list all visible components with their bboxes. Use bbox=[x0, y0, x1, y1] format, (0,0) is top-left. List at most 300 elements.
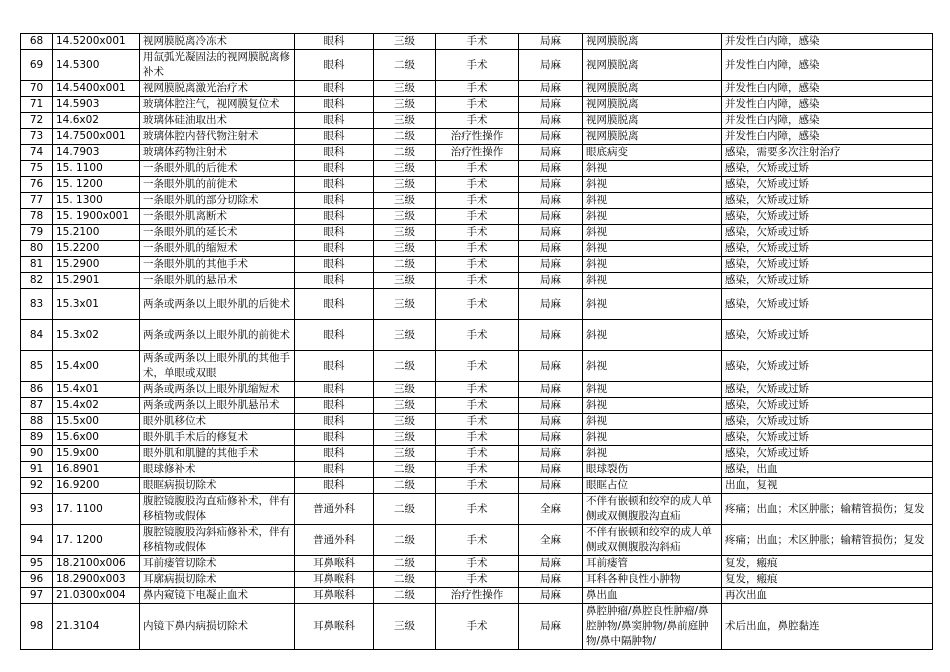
type-cell: 手术 bbox=[436, 414, 519, 430]
indication-cell: 斜视 bbox=[583, 241, 722, 257]
anesthesia-cell: 局麻 bbox=[519, 588, 583, 604]
table-row bbox=[21, 113, 933, 129]
type-cell: 手术 bbox=[436, 209, 519, 225]
procedure-code-cell: 15.4x00 bbox=[53, 351, 140, 382]
complication-cell: 疼痛；出血；术区肿胀；输精管损伤；复发 bbox=[722, 494, 933, 525]
complication-cell: 并发性白内障，感染 bbox=[722, 97, 933, 113]
complication-cell: 疼痛；出血；术区肿胀；输精管损伤；复发 bbox=[722, 525, 933, 556]
procedure-code-cell: 15.2100 bbox=[53, 225, 140, 241]
complication-cell: 并发性白内障，感染 bbox=[722, 81, 933, 97]
anesthesia-cell: 局麻 bbox=[519, 129, 583, 145]
procedure-code-cell: 15.2901 bbox=[53, 273, 140, 289]
indication-cell: 耳前瘘管 bbox=[583, 556, 722, 572]
procedure-name-cell: 眼外肌和肌腱的其他手术 bbox=[140, 446, 295, 462]
row-number-cell: 79 bbox=[21, 225, 53, 241]
level-cell: 三级 bbox=[374, 289, 436, 320]
procedure-name-cell: 腹腔镜腹股沟直疝修补术，伴有移植物或假体 bbox=[140, 494, 295, 525]
complication-cell: 感染，欠矫或过矫 bbox=[722, 177, 933, 193]
procedure-name-cell: 玻璃体药物注射术 bbox=[140, 145, 295, 161]
type-cell: 手术 bbox=[436, 320, 519, 351]
table-row bbox=[21, 161, 933, 177]
row-number-cell: 73 bbox=[21, 129, 53, 145]
type-cell: 手术 bbox=[436, 225, 519, 241]
procedure-name-cell: 耳廓病损切除术 bbox=[140, 572, 295, 588]
department-cell: 耳鼻喉科 bbox=[295, 556, 374, 572]
department-cell: 眼科 bbox=[295, 97, 374, 113]
complication-cell: 感染，欠矫或过矫 bbox=[722, 225, 933, 241]
procedure-code-cell: 15.4x01 bbox=[53, 382, 140, 398]
table-row bbox=[21, 50, 933, 81]
procedure-code-cell: 15.9x00 bbox=[53, 446, 140, 462]
anesthesia-cell: 局麻 bbox=[519, 351, 583, 382]
level-cell: 三级 bbox=[374, 81, 436, 97]
procedure-name-cell: 腹腔镜腹股沟斜疝修补术，伴有移植物或假体 bbox=[140, 525, 295, 556]
row-number-cell: 95 bbox=[21, 556, 53, 572]
department-cell: 耳鼻喉科 bbox=[295, 588, 374, 604]
procedure-table bbox=[20, 33, 933, 650]
row-number-cell: 89 bbox=[21, 430, 53, 446]
row-number-cell: 87 bbox=[21, 398, 53, 414]
type-cell: 手术 bbox=[436, 161, 519, 177]
anesthesia-cell: 局麻 bbox=[519, 289, 583, 320]
level-cell: 二级 bbox=[374, 257, 436, 273]
type-cell: 手术 bbox=[436, 193, 519, 209]
department-cell: 耳鼻喉科 bbox=[295, 604, 374, 650]
complication-cell: 感染，欠矫或过矫 bbox=[722, 351, 933, 382]
anesthesia-cell: 全麻 bbox=[519, 525, 583, 556]
table-row bbox=[21, 209, 933, 225]
level-cell: 二级 bbox=[374, 351, 436, 382]
anesthesia-cell: 局麻 bbox=[519, 572, 583, 588]
level-cell: 三级 bbox=[374, 113, 436, 129]
level-cell: 三级 bbox=[374, 446, 436, 462]
procedure-code-cell: 15.2900 bbox=[53, 257, 140, 273]
department-cell: 眼科 bbox=[295, 430, 374, 446]
type-cell: 手术 bbox=[436, 257, 519, 273]
level-cell: 三级 bbox=[374, 193, 436, 209]
complication-cell: 感染，欠矫或过矫 bbox=[722, 209, 933, 225]
table-row bbox=[21, 398, 933, 414]
type-cell: 手术 bbox=[436, 398, 519, 414]
department-cell: 眼科 bbox=[295, 193, 374, 209]
complication-cell: 感染，欠矫或过矫 bbox=[722, 193, 933, 209]
indication-cell: 斜视 bbox=[583, 289, 722, 320]
procedure-name-cell: 两条或两条以上眼外肌悬吊术 bbox=[140, 398, 295, 414]
level-cell: 二级 bbox=[374, 50, 436, 81]
complication-cell: 感染，欠矫或过矫 bbox=[722, 320, 933, 351]
indication-cell: 不伴有嵌顿和绞窄的成人单侧或双侧腹股沟直疝 bbox=[583, 494, 722, 525]
anesthesia-cell: 局麻 bbox=[519, 430, 583, 446]
complication-cell: 再次出血 bbox=[722, 588, 933, 604]
anesthesia-cell: 局麻 bbox=[519, 161, 583, 177]
row-number-cell: 86 bbox=[21, 382, 53, 398]
complication-cell: 感染，欠矫或过矫 bbox=[722, 382, 933, 398]
indication-cell: 斜视 bbox=[583, 161, 722, 177]
type-cell: 手术 bbox=[436, 478, 519, 494]
procedure-code-cell: 14.5300 bbox=[53, 50, 140, 81]
anesthesia-cell: 局麻 bbox=[519, 556, 583, 572]
anesthesia-cell: 局麻 bbox=[519, 257, 583, 273]
procedure-code-cell: 15. 1300 bbox=[53, 193, 140, 209]
complication-cell: 感染，欠矫或过矫 bbox=[722, 257, 933, 273]
level-cell: 二级 bbox=[374, 462, 436, 478]
table-row bbox=[21, 289, 933, 320]
procedure-name-cell: 眼外肌手术后的修复术 bbox=[140, 430, 295, 446]
level-cell: 三级 bbox=[374, 398, 436, 414]
procedure-name-cell: 两条或两条以上眼外肌的前徙术 bbox=[140, 320, 295, 351]
anesthesia-cell: 局麻 bbox=[519, 113, 583, 129]
procedure-code-cell: 15.6x00 bbox=[53, 430, 140, 446]
indication-cell: 视网膜脱离 bbox=[583, 113, 722, 129]
procedure-code-cell: 21.0300x004 bbox=[53, 588, 140, 604]
level-cell: 三级 bbox=[374, 320, 436, 351]
level-cell: 二级 bbox=[374, 588, 436, 604]
anesthesia-cell: 局麻 bbox=[519, 414, 583, 430]
type-cell: 治疗性操作 bbox=[436, 588, 519, 604]
type-cell: 手术 bbox=[436, 525, 519, 556]
indication-cell: 斜视 bbox=[583, 177, 722, 193]
level-cell: 三级 bbox=[374, 34, 436, 50]
indication-cell: 斜视 bbox=[583, 351, 722, 382]
indication-cell: 鼻腔肿瘤/鼻腔良性肿瘤/鼻腔肿物/鼻窦肿物/鼻前庭肿物/鼻中隔肿物/ bbox=[583, 604, 722, 650]
table-row bbox=[21, 273, 933, 289]
procedure-name-cell: 眼眶病损切除术 bbox=[140, 478, 295, 494]
level-cell: 三级 bbox=[374, 382, 436, 398]
procedure-code-cell: 14.5200x001 bbox=[53, 34, 140, 50]
type-cell: 手术 bbox=[436, 97, 519, 113]
anesthesia-cell: 局麻 bbox=[519, 241, 583, 257]
indication-cell: 视网膜脱离 bbox=[583, 81, 722, 97]
complication-cell: 感染，欠矫或过矫 bbox=[722, 398, 933, 414]
table-row bbox=[21, 494, 933, 525]
procedure-name-cell: 一条眼外肌的延长术 bbox=[140, 225, 295, 241]
department-cell: 眼科 bbox=[295, 382, 374, 398]
row-number-cell: 69 bbox=[21, 50, 53, 81]
procedure-code-cell: 14.7500x001 bbox=[53, 129, 140, 145]
table-row bbox=[21, 525, 933, 556]
procedure-code-cell: 14.5903 bbox=[53, 97, 140, 113]
indication-cell: 斜视 bbox=[583, 414, 722, 430]
procedure-name-cell: 耳前瘘管切除术 bbox=[140, 556, 295, 572]
department-cell: 眼科 bbox=[295, 289, 374, 320]
complication-cell: 复发，瘢痕 bbox=[722, 572, 933, 588]
row-number-cell: 98 bbox=[21, 604, 53, 650]
department-cell: 普通外科 bbox=[295, 494, 374, 525]
row-number-cell: 80 bbox=[21, 241, 53, 257]
type-cell: 治疗性操作 bbox=[436, 145, 519, 161]
anesthesia-cell: 局麻 bbox=[519, 604, 583, 650]
table-row bbox=[21, 320, 933, 351]
department-cell: 眼科 bbox=[295, 129, 374, 145]
type-cell: 手术 bbox=[436, 604, 519, 650]
row-number-cell: 81 bbox=[21, 257, 53, 273]
indication-cell: 视网膜脱离 bbox=[583, 34, 722, 50]
procedure-name-cell: 两条或两条以上眼外肌缩短术 bbox=[140, 382, 295, 398]
level-cell: 三级 bbox=[374, 430, 436, 446]
complication-cell: 感染，需要多次注射治疗 bbox=[722, 145, 933, 161]
procedure-code-cell: 14.5400x001 bbox=[53, 81, 140, 97]
row-number-cell: 82 bbox=[21, 273, 53, 289]
type-cell: 手术 bbox=[436, 113, 519, 129]
anesthesia-cell: 局麻 bbox=[519, 462, 583, 478]
type-cell: 手术 bbox=[436, 556, 519, 572]
table-row bbox=[21, 414, 933, 430]
indication-cell: 斜视 bbox=[583, 225, 722, 241]
table-row bbox=[21, 556, 933, 572]
anesthesia-cell: 局麻 bbox=[519, 81, 583, 97]
row-number-cell: 77 bbox=[21, 193, 53, 209]
anesthesia-cell: 局麻 bbox=[519, 193, 583, 209]
procedure-name-cell: 视网膜脱离冷冻术 bbox=[140, 34, 295, 50]
department-cell: 眼科 bbox=[295, 145, 374, 161]
procedure-code-cell: 15.2200 bbox=[53, 241, 140, 257]
type-cell: 手术 bbox=[436, 273, 519, 289]
type-cell: 手术 bbox=[436, 50, 519, 81]
type-cell: 手术 bbox=[436, 572, 519, 588]
anesthesia-cell: 局麻 bbox=[519, 97, 583, 113]
procedure-name-cell: 眼外肌移位术 bbox=[140, 414, 295, 430]
department-cell: 眼科 bbox=[295, 81, 374, 97]
department-cell: 眼科 bbox=[295, 398, 374, 414]
row-number-cell: 74 bbox=[21, 145, 53, 161]
complication-cell: 并发性白内障，感染 bbox=[722, 34, 933, 50]
procedure-name-cell: 一条眼外肌的后徙术 bbox=[140, 161, 295, 177]
indication-cell: 斜视 bbox=[583, 382, 722, 398]
level-cell: 三级 bbox=[374, 225, 436, 241]
procedure-name-cell: 一条眼外肌的部分切除术 bbox=[140, 193, 295, 209]
type-cell: 手术 bbox=[436, 446, 519, 462]
level-cell: 三级 bbox=[374, 209, 436, 225]
level-cell: 三级 bbox=[374, 177, 436, 193]
procedure-code-cell: 14.6x02 bbox=[53, 113, 140, 129]
procedure-name-cell: 玻璃体腔内替代物注射术 bbox=[140, 129, 295, 145]
type-cell: 治疗性操作 bbox=[436, 129, 519, 145]
level-cell: 三级 bbox=[374, 414, 436, 430]
row-number-cell: 97 bbox=[21, 588, 53, 604]
table-row bbox=[21, 81, 933, 97]
indication-cell: 斜视 bbox=[583, 320, 722, 351]
anesthesia-cell: 局麻 bbox=[519, 209, 583, 225]
indication-cell: 眼球裂伤 bbox=[583, 462, 722, 478]
level-cell: 三级 bbox=[374, 241, 436, 257]
indication-cell: 不伴有嵌顿和绞窄的成人单侧或双侧腹股沟斜疝 bbox=[583, 525, 722, 556]
complication-cell: 感染，欠矫或过矫 bbox=[722, 161, 933, 177]
department-cell: 普通外科 bbox=[295, 525, 374, 556]
anesthesia-cell: 局麻 bbox=[519, 478, 583, 494]
procedure-name-cell: 用氙弧光凝固法的视网膜脱离修补术 bbox=[140, 50, 295, 81]
anesthesia-cell: 局麻 bbox=[519, 177, 583, 193]
complication-cell: 并发性白内障，感染 bbox=[722, 129, 933, 145]
level-cell: 二级 bbox=[374, 572, 436, 588]
indication-cell: 斜视 bbox=[583, 209, 722, 225]
procedure-code-cell: 16.8901 bbox=[53, 462, 140, 478]
complication-cell: 感染，欠矫或过矫 bbox=[722, 446, 933, 462]
department-cell: 眼科 bbox=[295, 161, 374, 177]
type-cell: 手术 bbox=[436, 351, 519, 382]
row-number-cell: 94 bbox=[21, 525, 53, 556]
department-cell: 眼科 bbox=[295, 34, 374, 50]
procedure-name-cell: 内镜下鼻内病损切除术 bbox=[140, 604, 295, 650]
procedure-code-cell: 17. 1100 bbox=[53, 494, 140, 525]
anesthesia-cell: 局麻 bbox=[519, 320, 583, 351]
type-cell: 手术 bbox=[436, 430, 519, 446]
procedure-code-cell: 14.7903 bbox=[53, 145, 140, 161]
procedure-code-cell: 15. 1900x001 bbox=[53, 209, 140, 225]
department-cell: 眼科 bbox=[295, 351, 374, 382]
procedure-code-cell: 21.3104 bbox=[53, 604, 140, 650]
row-number-cell: 71 bbox=[21, 97, 53, 113]
department-cell: 眼科 bbox=[295, 446, 374, 462]
table-row bbox=[21, 177, 933, 193]
type-cell: 手术 bbox=[436, 241, 519, 257]
row-number-cell: 88 bbox=[21, 414, 53, 430]
table-row bbox=[21, 193, 933, 209]
procedure-name-cell: 一条眼外肌的其他手术 bbox=[140, 257, 295, 273]
procedure-code-cell: 15.5x00 bbox=[53, 414, 140, 430]
department-cell: 眼科 bbox=[295, 225, 374, 241]
indication-cell: 视网膜脱离 bbox=[583, 129, 722, 145]
table-row bbox=[21, 225, 933, 241]
department-cell: 眼科 bbox=[295, 113, 374, 129]
table-row bbox=[21, 34, 933, 50]
table-row bbox=[21, 462, 933, 478]
complication-cell: 并发性白内障，感染 bbox=[722, 113, 933, 129]
level-cell: 三级 bbox=[374, 161, 436, 177]
row-number-cell: 75 bbox=[21, 161, 53, 177]
table-row bbox=[21, 257, 933, 273]
indication-cell: 视网膜脱离 bbox=[583, 50, 722, 81]
row-number-cell: 93 bbox=[21, 494, 53, 525]
table-row bbox=[21, 430, 933, 446]
procedure-code-cell: 15.4x02 bbox=[53, 398, 140, 414]
level-cell: 三级 bbox=[374, 273, 436, 289]
type-cell: 手术 bbox=[436, 177, 519, 193]
table-row bbox=[21, 97, 933, 113]
department-cell: 眼科 bbox=[295, 177, 374, 193]
indication-cell: 眼眶占位 bbox=[583, 478, 722, 494]
level-cell: 二级 bbox=[374, 525, 436, 556]
anesthesia-cell: 局麻 bbox=[519, 382, 583, 398]
procedure-name-cell: 一条眼外肌的悬吊术 bbox=[140, 273, 295, 289]
table-row bbox=[21, 241, 933, 257]
type-cell: 手术 bbox=[436, 494, 519, 525]
indication-cell: 斜视 bbox=[583, 398, 722, 414]
complication-cell: 感染，欠矫或过矫 bbox=[722, 430, 933, 446]
department-cell: 眼科 bbox=[295, 241, 374, 257]
type-cell: 手术 bbox=[436, 462, 519, 478]
procedure-name-cell: 视网膜脱离激光治疗术 bbox=[140, 81, 295, 97]
anesthesia-cell: 局麻 bbox=[519, 225, 583, 241]
procedure-code-cell: 15.3x01 bbox=[53, 289, 140, 320]
department-cell: 眼科 bbox=[295, 320, 374, 351]
complication-cell: 感染，欠矫或过矫 bbox=[722, 289, 933, 320]
row-number-cell: 92 bbox=[21, 478, 53, 494]
indication-cell: 斜视 bbox=[583, 273, 722, 289]
procedure-code-cell: 15. 1100 bbox=[53, 161, 140, 177]
procedure-name-cell: 一条眼外肌的前徙术 bbox=[140, 177, 295, 193]
level-cell: 二级 bbox=[374, 494, 436, 525]
indication-cell: 斜视 bbox=[583, 257, 722, 273]
procedure-name-cell: 一条眼外肌的缩短术 bbox=[140, 241, 295, 257]
procedure-name-cell: 一条眼外肌离断术 bbox=[140, 209, 295, 225]
complication-cell: 感染，欠矫或过矫 bbox=[722, 241, 933, 257]
row-number-cell: 76 bbox=[21, 177, 53, 193]
complication-cell: 感染，出血 bbox=[722, 462, 933, 478]
department-cell: 眼科 bbox=[295, 50, 374, 81]
level-cell: 二级 bbox=[374, 129, 436, 145]
procedure-name-cell: 两条或两条以上眼外肌的其他手术，单眼或双眼 bbox=[140, 351, 295, 382]
department-cell: 眼科 bbox=[295, 273, 374, 289]
department-cell: 眼科 bbox=[295, 414, 374, 430]
indication-cell: 鼻出血 bbox=[583, 588, 722, 604]
level-cell: 二级 bbox=[374, 556, 436, 572]
level-cell: 二级 bbox=[374, 478, 436, 494]
row-number-cell: 83 bbox=[21, 289, 53, 320]
row-number-cell: 72 bbox=[21, 113, 53, 129]
complication-cell: 术后出血，鼻腔黏连 bbox=[722, 604, 933, 650]
complication-cell: 复发，瘢痕 bbox=[722, 556, 933, 572]
indication-cell: 斜视 bbox=[583, 193, 722, 209]
row-number-cell: 90 bbox=[21, 446, 53, 462]
type-cell: 手术 bbox=[436, 81, 519, 97]
procedure-code-cell: 15. 1200 bbox=[53, 177, 140, 193]
row-number-cell: 91 bbox=[21, 462, 53, 478]
indication-cell: 眼底病变 bbox=[583, 145, 722, 161]
indication-cell: 视网膜脱离 bbox=[583, 97, 722, 113]
indication-cell: 耳科各种良性小肿物 bbox=[583, 572, 722, 588]
anesthesia-cell: 局麻 bbox=[519, 398, 583, 414]
table-row bbox=[21, 129, 933, 145]
table-row bbox=[21, 351, 933, 382]
procedure-name-cell: 两条或两条以上眼外肌的后徙术 bbox=[140, 289, 295, 320]
indication-cell: 斜视 bbox=[583, 430, 722, 446]
table-row bbox=[21, 145, 933, 161]
procedure-code-cell: 18.2100x006 bbox=[53, 556, 140, 572]
row-number-cell: 70 bbox=[21, 81, 53, 97]
procedure-name-cell: 玻璃体腔注气，视网膜复位术 bbox=[140, 97, 295, 113]
anesthesia-cell: 局麻 bbox=[519, 446, 583, 462]
procedure-code-cell: 15.3x02 bbox=[53, 320, 140, 351]
complication-cell: 感染，欠矫或过矫 bbox=[722, 273, 933, 289]
procedure-code-cell: 18.2900x003 bbox=[53, 572, 140, 588]
procedure-name-cell: 玻璃体硅油取出术 bbox=[140, 113, 295, 129]
table-row bbox=[21, 588, 933, 604]
anesthesia-cell: 局麻 bbox=[519, 145, 583, 161]
table-row bbox=[21, 478, 933, 494]
table-row bbox=[21, 604, 933, 650]
complication-cell: 并发性白内障，感染 bbox=[722, 50, 933, 81]
complication-cell: 感染，欠矫或过矫 bbox=[722, 414, 933, 430]
procedure-code-cell: 16.9200 bbox=[53, 478, 140, 494]
row-number-cell: 85 bbox=[21, 351, 53, 382]
row-number-cell: 84 bbox=[21, 320, 53, 351]
anesthesia-cell: 局麻 bbox=[519, 273, 583, 289]
department-cell: 眼科 bbox=[295, 462, 374, 478]
complication-cell: 出血，复视 bbox=[722, 478, 933, 494]
department-cell: 眼科 bbox=[295, 478, 374, 494]
level-cell: 三级 bbox=[374, 604, 436, 650]
row-number-cell: 68 bbox=[21, 34, 53, 50]
department-cell: 耳鼻喉科 bbox=[295, 572, 374, 588]
row-number-cell: 78 bbox=[21, 209, 53, 225]
type-cell: 手术 bbox=[436, 382, 519, 398]
procedure-name-cell: 眼球修补术 bbox=[140, 462, 295, 478]
indication-cell: 斜视 bbox=[583, 446, 722, 462]
type-cell: 手术 bbox=[436, 289, 519, 320]
procedure-code-cell: 17. 1200 bbox=[53, 525, 140, 556]
anesthesia-cell: 局麻 bbox=[519, 34, 583, 50]
anesthesia-cell: 全麻 bbox=[519, 494, 583, 525]
